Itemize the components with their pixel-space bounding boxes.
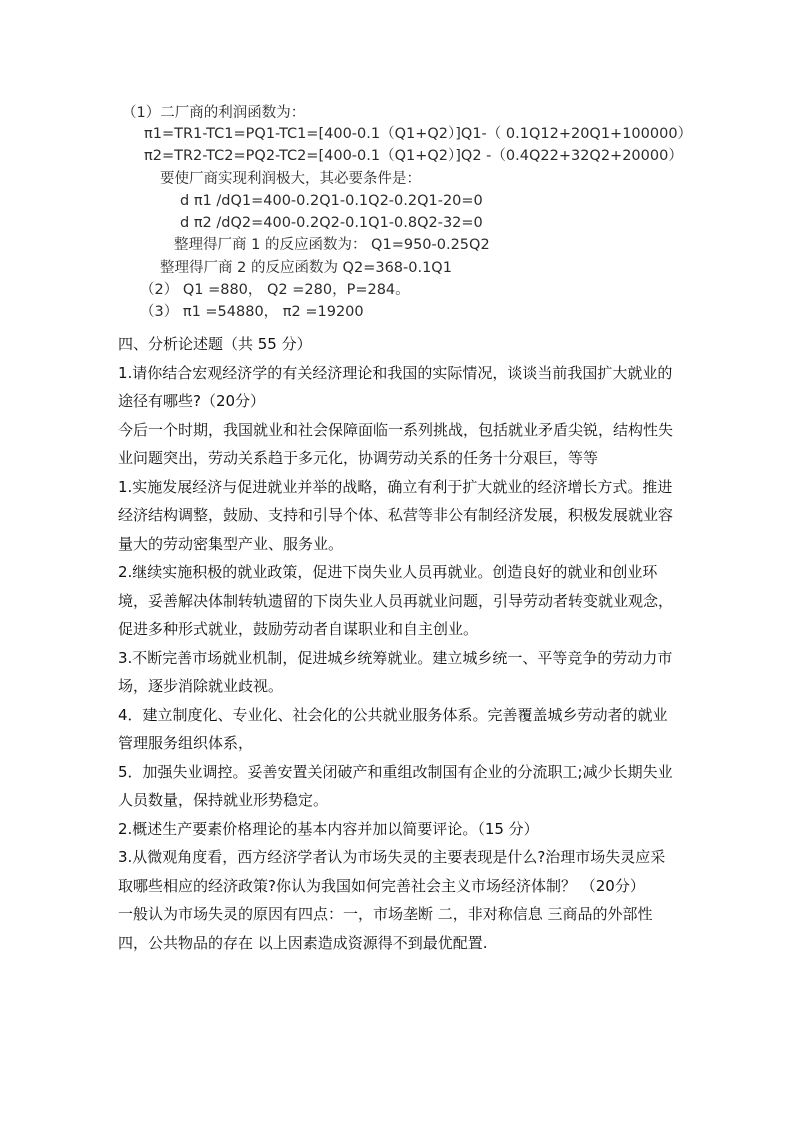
question-1: 1.请你结合宏观经济学的有关经济理论和我国的实际情况，谈谈当前我国扩大就业的途径有哪些?（20分）	[118, 363, 673, 410]
document-body	[118, 330, 678, 957]
math-line-5: d π1 /dQ1=400-0.2Q1-0.1Q2-0.2Q1-20=0	[180, 193, 483, 209]
math-line-10: （3） π1 =54880， π2 =19200	[140, 304, 364, 320]
math-line-2: π1=TR1-TC1=PQ1-TC1=[400-0.1（Q1+Q2）]Q1-（ 0.1Q12+20Q1+100000）	[144, 126, 693, 142]
math-line-7: 整理得厂商 1 的反应函数为： Q1=950-0.25Q2	[174, 237, 490, 253]
math-line-3: π2=TR2-TC2=PQ2-TC2=[400-0.1（Q1+Q2）]Q2 -（0.4Q22+32Q2+20000）	[144, 148, 683, 164]
answer-point-4: 4．建立制度化、专业化、社会化的公共就业服务体系。完善覆盖城乡劳动者的就业管理服务组织体系，	[118, 705, 668, 752]
math-line-9: （2） Q1 =880， Q2 =280，P=284。	[140, 282, 410, 298]
math-line-4: 要使厂商实现利润极大，其必要条件是：	[160, 171, 421, 187]
math-line-8: 整理得厂商 2 的反应函数为 Q2=368-0.1Q1	[160, 260, 452, 276]
question-3: 3.从微观角度看，西方经济学者认为市场失灵的主要表现是什么?治理市场失灵应采取哪些相应的经济政策?你认为我国如何完善社会主义市场经济体制？ （20分）	[118, 848, 666, 895]
answer-point-1: 1.实施发展经济与促进就业并举的战略，确立有利于扩大就业的经济增长方式。推进经济结构调整，鼓励、支持和引导个体、私营等非公有制经济发展，积极发展就业容量大的劳动密集型产业、服务业。	[118, 477, 674, 553]
question-1-intro: 今后一个时期，我国就业和社会保障面临一系列挑战，包括就业矛盾尖锐，结构性失业问题突出，劳动关系趋于多元化，协调劳动关系的任务十分艰巨，等等	[118, 420, 674, 467]
math-line-1: （1）二厂商的利润函数为：	[122, 105, 306, 121]
math-line-6: d π2 /dQ2=400-0.2Q2-0.1Q1-0.8Q2-32=0	[180, 215, 483, 231]
answer-point-3: 3.不断完善市场就业机制，促进城乡统筹就业。建立城乡统一、平等竞争的劳动力市场，逐步消除就业歧视。	[118, 648, 673, 695]
answer-point-2: 2.继续实施积极的就业政策，促进下岗失业人员再就业。创造良好的就业和创业环境，妥善解决体制转轨遗留的下岗失业人员再就业问题，引导劳动者转变就业观念，促进多种形式就业，鼓励劳动者自谋职业和自主创业。	[118, 563, 674, 638]
section-title: 四、分析论述题（共 55 分）	[118, 335, 312, 353]
question-2: 2.概述生产要素价格理论的基本内容并加以简要评论。（15 分）	[118, 819, 539, 838]
question-3-answer: 一般认为市场失灵的原因有四点：一，市场垄断 二，非对称信息 三商品的外部性 四，公共物品的存在 以上因素造成资源得不到最优配置.	[118, 905, 653, 952]
answer-point-5: 5．加强失业调控。妥善安置关闭破产和重组改制国有企业的分流职工;减少长期失业人员数量，保持就业形势稳定。	[118, 762, 673, 809]
